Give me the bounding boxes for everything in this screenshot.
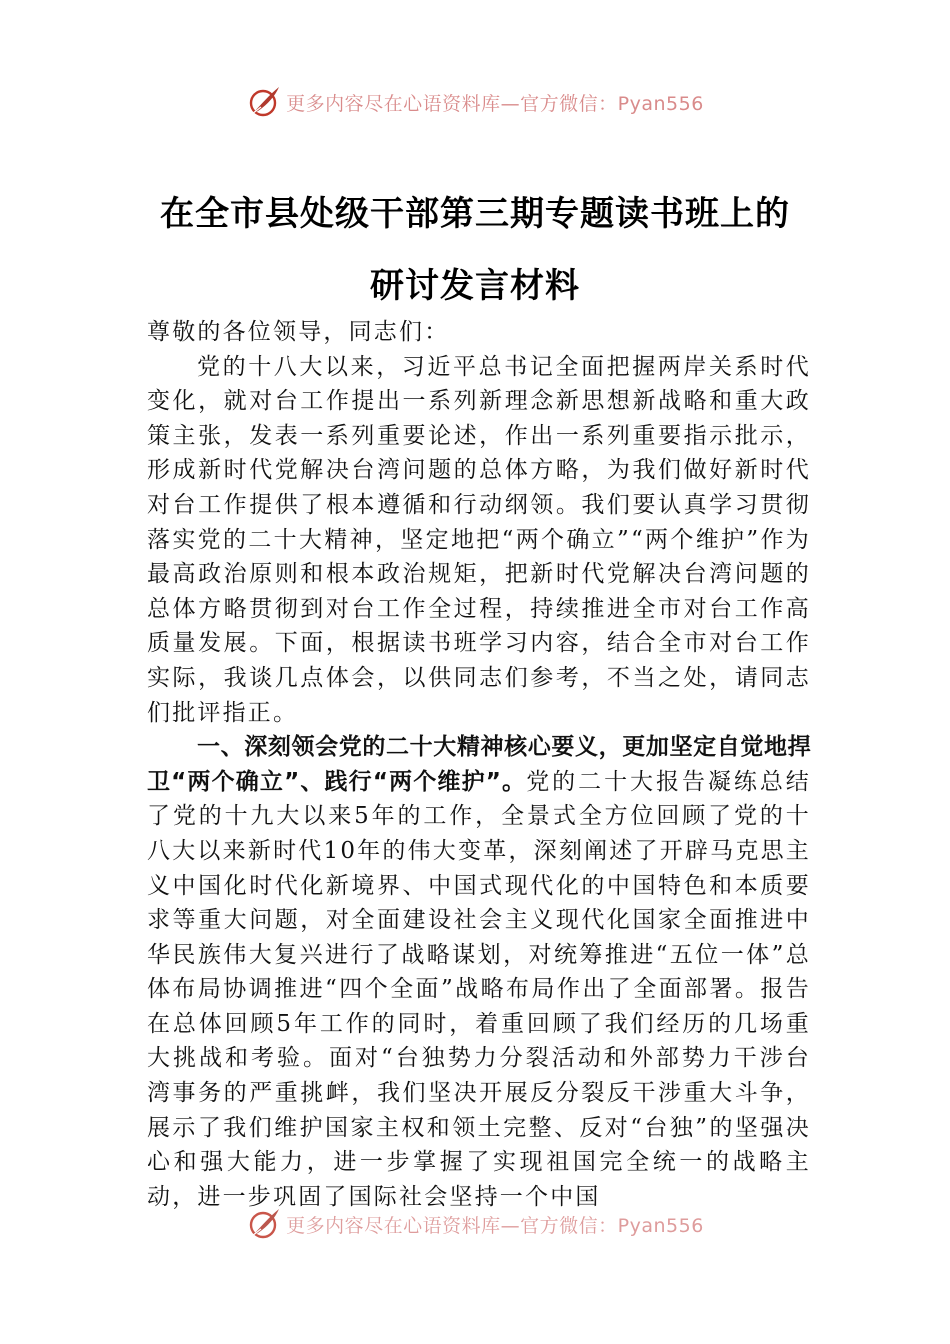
watermark-header	[0, 82, 950, 122]
paragraph-section1	[147, 730, 811, 1214]
section1-body: 党的二十大报告凝练总结了党的十九大以来5年的工作，全景式全方位回顾了党的十八大以来新时代10年的伟大变革，深刻阐述了开辟马克思主义中国化时代化新境界、中国式现代化的中国特色和本质要求等重大问题，对全面建设社会主义现代化国家全面推进中华民族伟大复兴进行了战略谋划，对统筹推进“五位一体”总体布局协调推进“四个全面”战略布局作出了全面部署。报告在总体回顾5年工作的同时，着重回顾了我们经历的几场重大挑战和考验。面对“台独势力分裂活动和外部势力干涉台湾事务的严重挑衅，我们坚决开展反分裂反干涉重大斗争，展示了我们维护国家主权和领土完整、反对“台独”的坚强决心和强大能力，进一步掌握了实现祖国完全统一的战略主动，进一步巩固了国际社会坚持一个中国	[147, 768, 812, 1210]
watermark-footer	[0, 1204, 950, 1244]
document-body	[147, 315, 811, 1214]
section1-heading: 一、深刻领会党的二十大精神核心要义，更加坚定自觉地捍卫“两个确立”、践行“两个维护”。	[147, 734, 811, 795]
watermark-text: 更多内容尽在心语资料库—官方微信：Pyan556	[286, 92, 704, 115]
quill-logo-icon	[246, 1206, 282, 1242]
document-title-line1: 在全市县处级干部第三期专题读书班上的	[160, 194, 790, 234]
document-title-line2: 研讨发言材料	[370, 266, 580, 306]
quill-logo-icon	[246, 84, 282, 120]
paragraph-intro: 党的十八大以来，习近平总书记全面把握两岸关系时代变化，就对台工作提出一系列新理念新思想新战略和重大政策主张，发表一系列重要论述，作出一系列重要指示批示，形成新时代党解决台湾问题的总体方略，为我们做好新时代对台工作提供了根本遵循和行动纲领。我们要认真学习贯彻落实党的二十大精神，坚定地把“两个确立”“两个维护”作为最高政治原则和根本政治规矩，把新时代党解决台湾问题的总体方略贯彻到对台工作全过程，持续推进全市对台工作高质量发展。下面，根据读书班学习内容，结合全市对台工作实际，我谈几点体会，以供同志们参考，不当之处，请同志们批评指正。	[147, 353, 811, 726]
watermark-text: 更多内容尽在心语资料库—官方微信：Pyan556	[286, 1214, 704, 1237]
salutation: 尊敬的各位领导，同志们：	[147, 319, 450, 345]
